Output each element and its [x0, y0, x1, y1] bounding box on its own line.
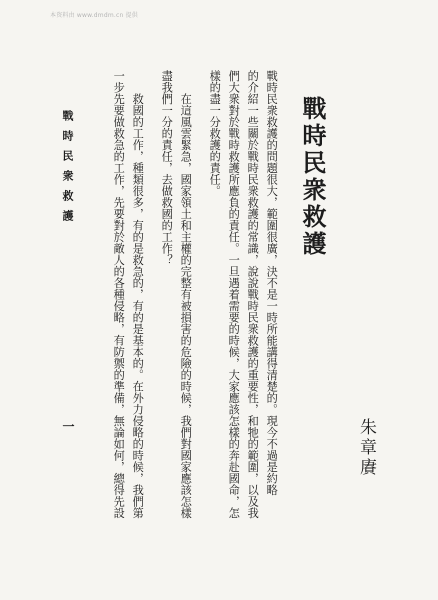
body-line: 們大衆對於戰時救護所應負的責任。一旦遇着需要的時候，大家應該怎樣的奔赴國命，怎: [227, 70, 241, 519]
article-title: 戰時民衆救護: [298, 96, 327, 258]
body-line: 一步先要做救急的工作，先要對於敵人的各種侵略，有防禦的準備，無論如何，總得先設: [112, 70, 126, 519]
body-line: 盡我們一分的責任，去做救國的工作？: [160, 70, 174, 266]
body-line: 在這風雲緊急，國家領土和主權的完整有被損害的危險的時候，我們對國家應該怎樣: [179, 93, 193, 519]
body-line: 的介紹一些關於戰時民衆救護的常識，說說戰時民衆救護的重要性，和牠的範圍，以及我: [246, 70, 260, 519]
running-head: 戰時民衆救護: [61, 110, 74, 230]
page-number: 一: [61, 420, 75, 432]
body-line: 樣的盡一分救護的責任。: [208, 70, 222, 197]
body-line: 戰時民衆救護的問題很大，範圍很廣，決不是一時所能講得清楚的。現今不過是約略: [265, 70, 279, 496]
watermark-text: 本资料由 www.dmdm.cn 提供: [50, 12, 139, 19]
article-author: 朱章賡: [356, 418, 376, 478]
body-line: 救國的工作，種類很多，有的是救急的，有的是基本的。在外力侵略的時候，我們第: [131, 93, 145, 519]
